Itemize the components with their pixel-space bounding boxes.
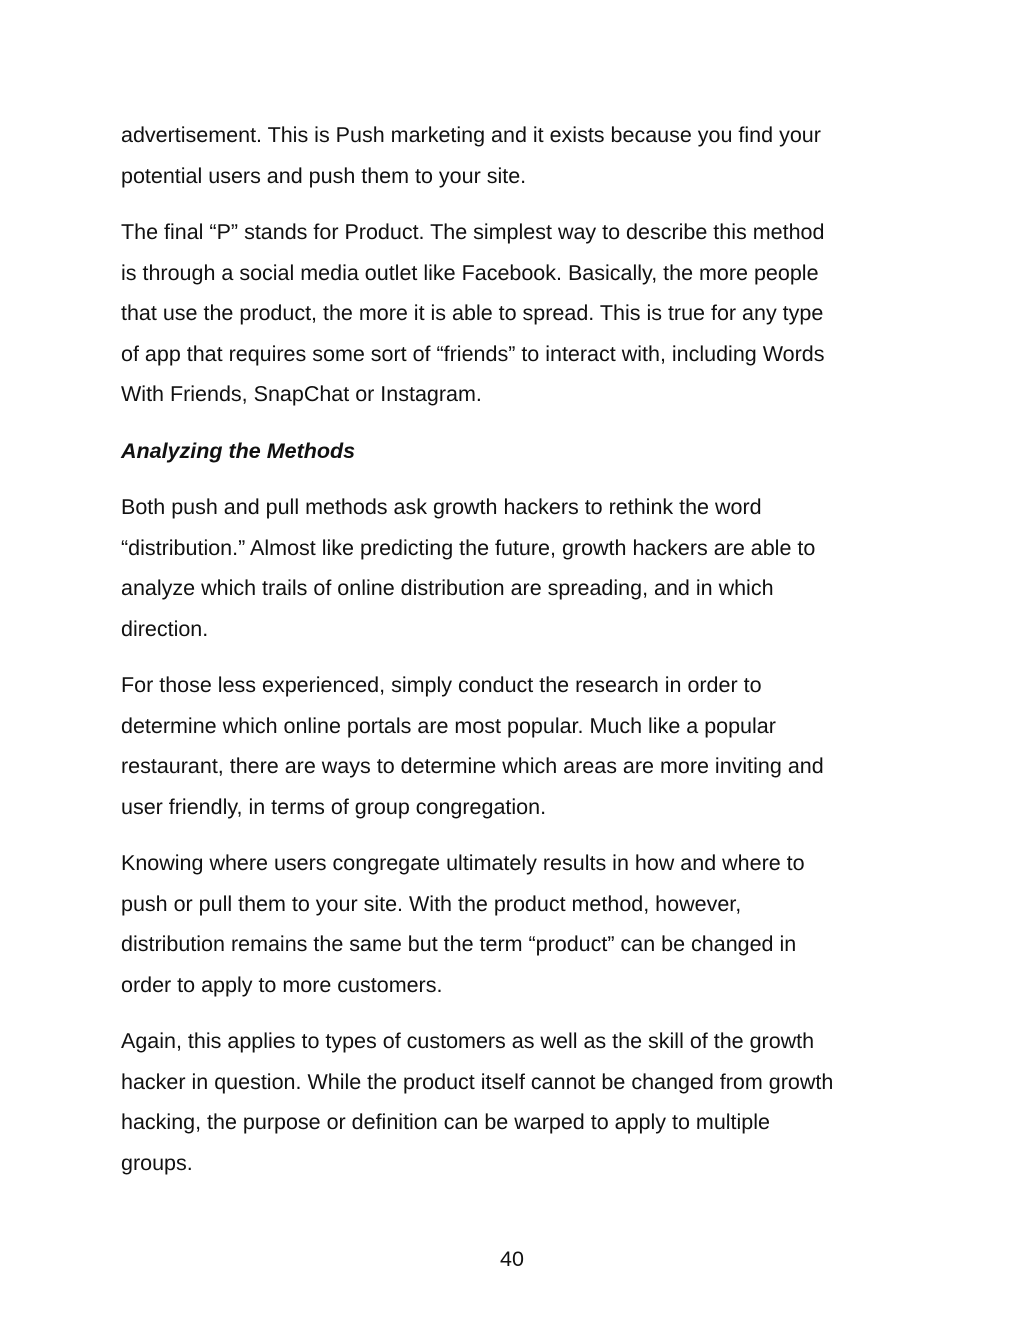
paragraph-line: restaurant, there are ways to determine which areas are more inviting and [121,754,824,778]
paragraph-line: determine which online portals are most popular. Much like a popular [121,713,776,738]
paragraph [121,115,911,196]
paragraph-line: potential users and push them to your site. [121,163,527,188]
paragraph-line: direction. [121,616,209,641]
paragraph-line: hacking, the purpose or definition can be warped to apply to multiple [121,1110,770,1134]
paragraph-line: analyze which trails of online distribution are spreading, and in which [121,576,774,600]
paragraph-line: advertisement. This is Push marketing and it exists because you find your [121,123,821,147]
paragraph-line: that use the product, the more it is able to spread. This is true for any type [121,301,824,325]
paragraph-line: Both push and pull methods ask growth hackers to rethink the word [121,495,762,519]
paragraph [121,212,911,415]
paragraph-line: The final “P” stands for Product. The simplest way to describe this method [121,220,825,244]
bottom-paragraphs [121,487,911,1183]
paragraph-line: groups. [121,1150,193,1175]
document-page [121,115,911,1199]
paragraph-line: Knowing where users congregate ultimately results in how and where to [121,851,805,875]
paragraph-line: order to apply to more customers. [121,972,443,997]
paragraph-line: hacker in question. While the product itself cannot be changed from growth [121,1069,834,1094]
paragraph-line: With Friends, SnapChat or Instagram. [121,382,482,406]
paragraph-line: For those less experienced, simply conduct the research in order to [121,673,762,697]
paragraph-line: distribution remains the same but the term “product” can be changed in [121,932,797,956]
top-paragraphs [121,115,911,415]
paragraph-line: of app that requires some sort of “friends” to interact with, including Words [121,341,825,366]
paragraph [121,1021,911,1183]
paragraph [121,487,911,649]
paragraph [121,665,911,827]
paragraph-line: user friendly, in terms of group congregation. [121,794,547,819]
paragraph-line: “distribution.” Almost like predicting the future, growth hackers are able to [121,535,816,560]
paragraph-line: Again, this applies to types of customers as well as the skill of the growth [121,1029,815,1053]
page-number: 40 [500,1247,524,1271]
paragraph-line: is through a social media outlet like Facebook. Basically, the more people [121,260,819,285]
paragraph [121,843,911,1005]
paragraph-line: push or pull them to your site. With the product method, however, [121,891,742,916]
section-heading: Analyzing the Methods [121,438,356,463]
